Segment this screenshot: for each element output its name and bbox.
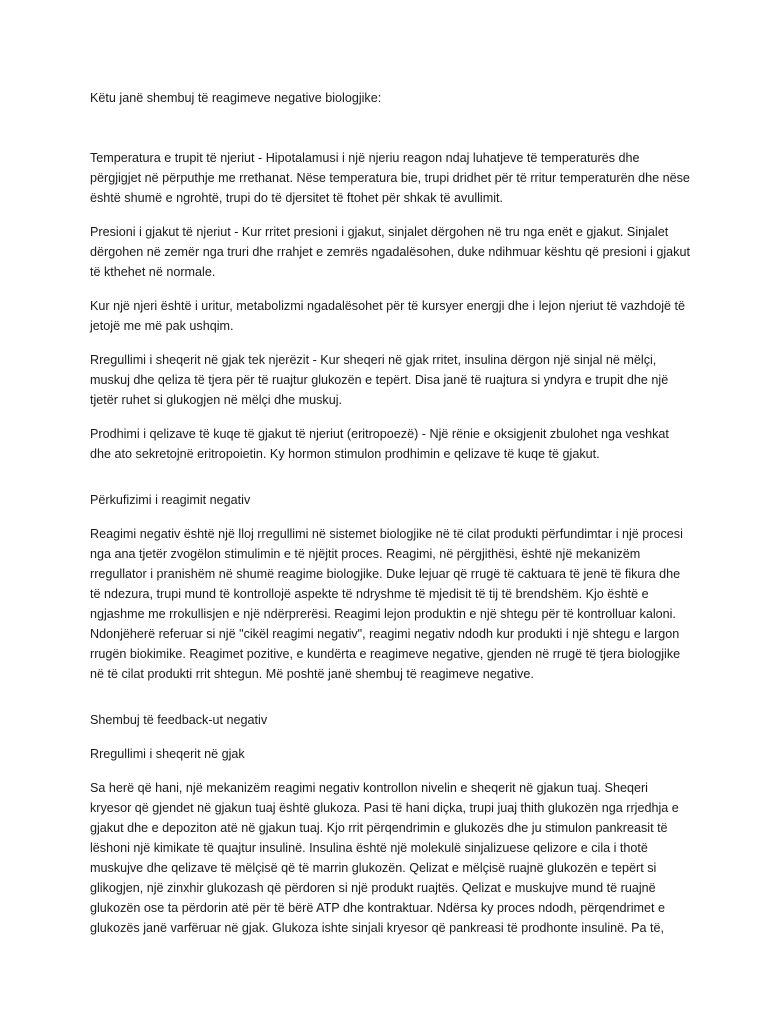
definition-paragraph: Reagimi negativ është një lloj rregullimi në sistemet biologjike në të cilat produkti përfundimtar i një procesi nga ana tjetër zvogëlon stimulimin e të njëjtit proces. Reagimi, në përgjithësi, është një mekanizëm rregullator i pranishëm në shumë reagime biologjike. Duke lejuar që rrugë të caktuara të jenë të fikura dhe të ndezura, trupi mund të kontrollojë aspekte të ndryshme të mjedisit të tij të brendshëm. Kjo është e ngjashme me rrokullisjen e një ndërprerësi. Reagimi lejon produktin e një shtegu për të kontrolluar kalonі. Ndonjëherë referuar si një "cikël reagimi negativ", reagimi negativ ndodh kur produkti i një shtegu e largon rrugën biokimike. Reagimet pozitive, e kundërta e reagimeve negative, gjenden në rrugë të tjera biologjike në të cilat produkti rrit shtegun. Më poshtë janë shembuj të reagimeve negative. [90,527,683,681]
example-paragraph: Prodhimi i qelizave të kuqe të gjakut të njeriut (eritropoezë) - Një rënie e oksigjenit zbulohet nga veshkat dhe ato sekretojnë eritropoietin. Ky hormon stimulon prodhimin e qelizave të kuqe të gjakut. [90,427,669,461]
example-paragraph: Rregullimi i sheqerit në gjak tek njerëzit - Kur sheqeri në gjak rritet, insulina dërgon një sinjal në mëlçi, muskuj dhe qeliza të tjera për të ruajtur glukozën e tepërt. Disa janë të ruajtura si yndyra e trupit dhe një tjetër ruhet si glukogjen në mëlçi dhe muskuj. [90,353,669,407]
intro-line: Këtu janë shembuj të reagimeve negative biologjike: [90,91,382,105]
body-paragraph: Sa herë që hani, një mekanizëm reagimi negativ kontrollon nivelin e sheqerit në gjakun tuaj. Sheqeri kryesor që gjendet në gjakun tuaj është glukoza. Pasi të hani diçka, trupi juaj thith glukozën nga rrjedhja e gjakut dhe e depoziton atë në gjakun tuaj. Kjo rrit përqendrimin e glukozës dhe ju stimulon pankreasit të lëshoni një kimikate të quajtur insulinë. Insulina është një molekulë sinjalizuese qelizore e cila i thotë muskujve dhe qelizave të mëlçisë që të marrin glukozën. Qelizat e mëlçisë ruajnë glukozën e tepërt si glikogjen, një zinxhir glukozash që përdoren si një produkt ruajtës. Qelizat e muskujve mund të ruajnë glukozën ose ta përdorin atë për të bërë ATP dhe kontraktuar. Ndërsa ky proces ndodh, përqendrimet e glukozës janë varfëruar në gjak. Glukoza ishte sinjali kryesor që pankreasi të prodhonte insulinë. Pa të, [90,781,679,935]
subheading: Rregullimi i sheqerit në gjak [90,747,245,761]
example-paragraph: Presioni i gjakut të njeriut - Kur rritet presioni i gjakut, sinjalet dërgohen në tru nga enët e gjakut. Sinjalet dërgohen në zemër nga truri dhe rrahjet e zemrës ngadalësohen, duke ndihmuar kështu që presioni i gjakut të kthehet në normale. [90,225,690,279]
example-paragraph: Kur një njeri është i uritur, metabolizmi ngadalësohet për të kursyer energji dhe i lejon njeriut të vazhdojë të jetojë me më pak ushqim. [90,299,686,333]
definition-heading: Përkufizimi i reagimit negativ [90,493,251,507]
example-paragraph: Temperatura e trupit të njeriut - Hipotalamusi i një njeriu reagon ndaj luhatjeve të temperaturës dhe përgjigjet në përputhje me rrethanat. Nëse temperatura bie, trupi dridhet për të rritur temperaturën dhe nëse është shumë e ngrohtë, trupi do të djersitet të ftohet për shkak të avullimit. [90,151,690,205]
document-page [90,88,690,952]
examples-heading: Shembuj të feedback-ut negativ [90,713,268,727]
